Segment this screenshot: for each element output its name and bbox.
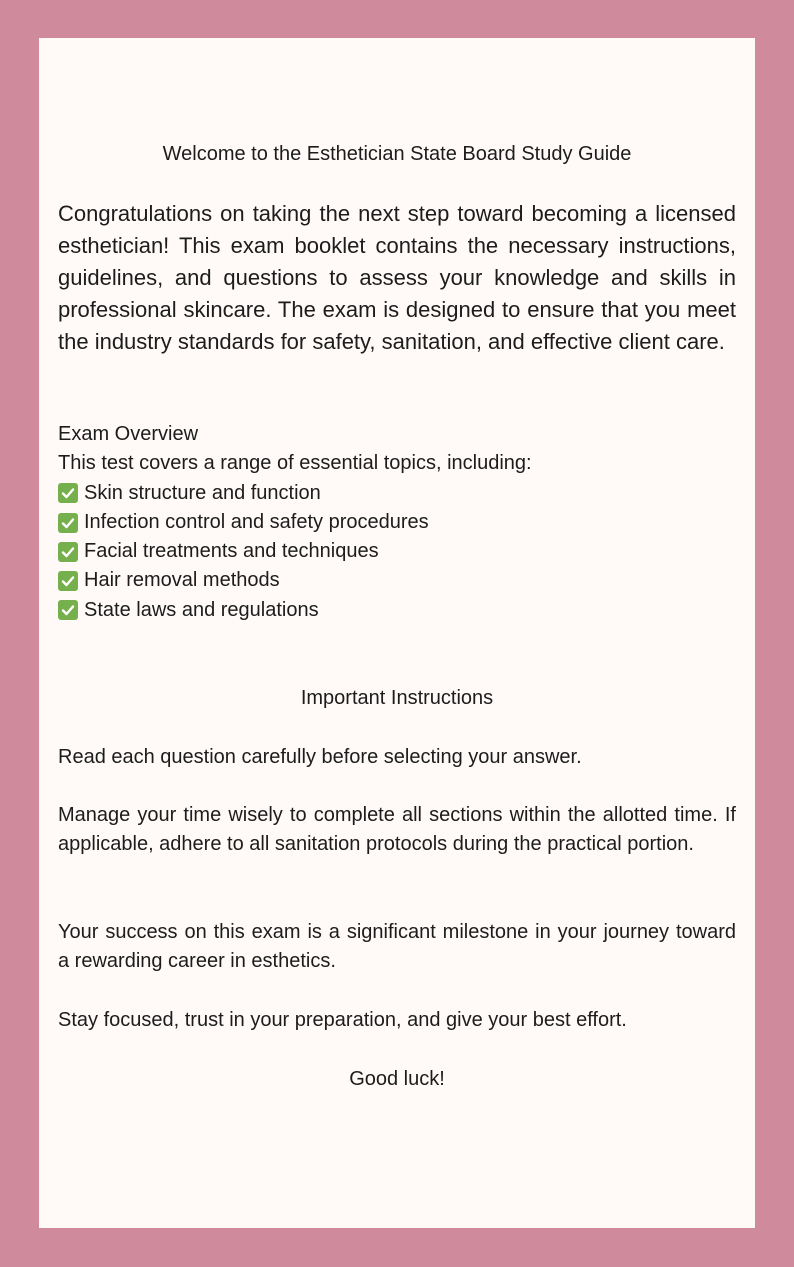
study-guide-page (39, 38, 755, 1228)
closing-text: Good luck! (349, 1068, 445, 1090)
check-mark-icon (58, 600, 78, 620)
instructions-heading: Important Instructions (300, 687, 494, 709)
overview-lead: This test covers a range of essential topics, including: (58, 452, 532, 475)
topic-list-item (58, 596, 736, 625)
topic-text: Skin structure and function (84, 481, 321, 504)
topic-list-item (58, 479, 736, 508)
topic-text: Facial treatments and techniques (84, 540, 379, 563)
instruction-paragraph: Your success on this exam is a significant milestone in your journey toward a rewarding career in esthetics. (58, 921, 736, 973)
instruction-paragraph: Stay focused, trust in your preparation, and give your best effort. (58, 1009, 627, 1031)
intro-paragraph: Congratulations on taking the next step toward becoming a licensed esthetician! This exam booklet contains the necessary instructions, guidelines, and questions to assess your knowledge and skills in professional skincare. The exam is designed to ensure that you meet the industry standards for safety, sanitation, and effective client care. (58, 201, 736, 354)
topic-text: Hair removal methods (84, 569, 280, 592)
overview-heading: Exam Overview (58, 423, 199, 445)
instruction-paragraph: Read each question carefully before selecting your answer. (58, 746, 582, 768)
topic-list-item (58, 537, 736, 566)
topic-text: Infection control and safety procedures (84, 510, 429, 533)
check-mark-icon (58, 542, 78, 562)
topic-list-item (58, 508, 736, 537)
check-mark-icon (58, 571, 78, 591)
topic-list-item (58, 566, 736, 595)
check-mark-icon (58, 513, 78, 533)
instruction-paragraph: Manage your time wisely to complete all sections within the allotted time. If applicable, adhere to all sanitation protocols during the practical portion. (58, 804, 736, 856)
exam-overview-section (58, 420, 736, 625)
topic-text: State laws and regulations (84, 598, 319, 621)
check-mark-icon (58, 483, 78, 503)
document-title: Welcome to the Esthetician State Board Study Guide (162, 143, 632, 165)
